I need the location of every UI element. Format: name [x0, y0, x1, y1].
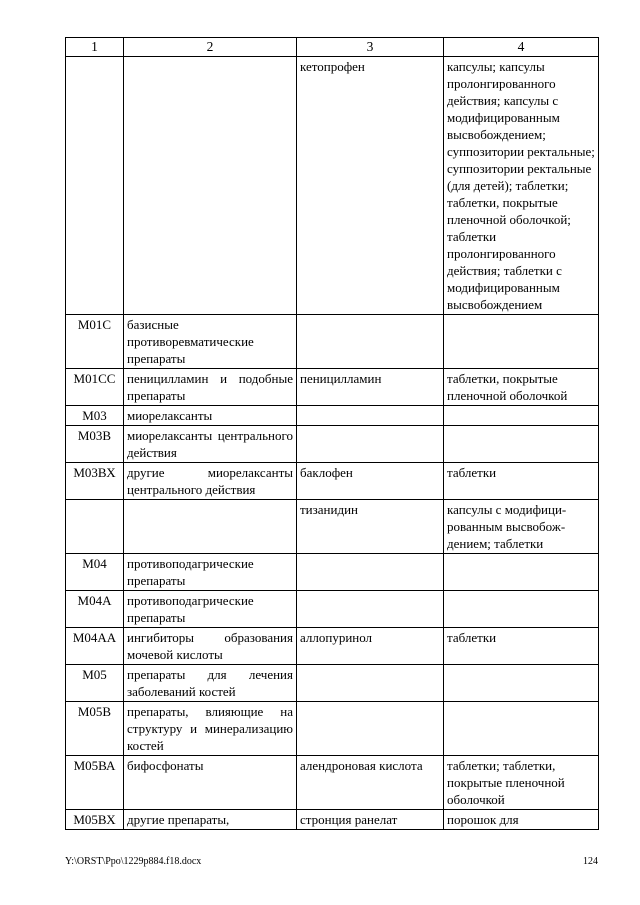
drug-table — [65, 37, 599, 830]
substance-name: стронция ранелат — [297, 810, 444, 830]
table-row — [66, 315, 599, 369]
header-col-1: 1 — [66, 38, 124, 57]
group-name: бифосфонаты — [124, 756, 297, 810]
table-row — [66, 756, 599, 810]
group-name: препараты для лечения заболеваний костей — [124, 665, 297, 702]
dosage-form — [444, 406, 599, 426]
header-col-4: 4 — [444, 38, 599, 57]
atc-code: М03ВХ — [66, 463, 124, 500]
atc-code: М04АА — [66, 628, 124, 665]
group-name: противоподагрические препараты — [124, 554, 297, 591]
substance-name — [297, 554, 444, 591]
atc-code: М05 — [66, 665, 124, 702]
table-row — [66, 554, 599, 591]
table-row — [66, 500, 599, 554]
atc-code: М05В — [66, 702, 124, 756]
atc-code: М05ВХ — [66, 810, 124, 830]
table-row — [66, 702, 599, 756]
dosage-form: порошок для — [444, 810, 599, 830]
table-row — [66, 591, 599, 628]
substance-name: аллопуринол — [297, 628, 444, 665]
substance-name: баклофен — [297, 463, 444, 500]
substance-name — [297, 591, 444, 628]
substance-name: алендроновая кислота — [297, 756, 444, 810]
dosage-form — [444, 426, 599, 463]
dosage-form: таблетки; таблетки, покрытые пленочной оболочкой — [444, 756, 599, 810]
table-row — [66, 463, 599, 500]
group-name: другие миорелаксанты центрального действия — [124, 463, 297, 500]
file-path: Y:\ORST\Ppo\1229p884.f18.docx — [65, 856, 202, 867]
group-name: противоподагрические препараты — [124, 591, 297, 628]
atc-code: М04 — [66, 554, 124, 591]
group-name: другие препараты, — [124, 810, 297, 830]
atc-code: М01СС — [66, 369, 124, 406]
substance-name — [297, 665, 444, 702]
substance-name — [297, 315, 444, 369]
group-name: базисные противоревматические препараты — [124, 315, 297, 369]
substance-name — [297, 702, 444, 756]
atc-code: М03В — [66, 426, 124, 463]
table-row — [66, 406, 599, 426]
atc-code — [66, 57, 124, 315]
group-name: миорелаксанты центрального действия — [124, 426, 297, 463]
substance-name: пеницилламин — [297, 369, 444, 406]
atc-code: М04А — [66, 591, 124, 628]
substance-name — [297, 406, 444, 426]
dosage-form: капсулы; капсулы пролонгированного действия; капсулы с модифицированным высвобождением; суппозитории ректальные; суппозитории ректальные (для детей); таблетки; таблетки, покрытые пленочной оболочкой; таблетки пролонгированного действия; таблетки с модифицированным высвобождением — [444, 57, 599, 315]
table-row — [66, 426, 599, 463]
group-name — [124, 57, 297, 315]
atc-code — [66, 500, 124, 554]
table-row — [66, 57, 599, 315]
dosage-form: таблетки — [444, 463, 599, 500]
atc-code: М03 — [66, 406, 124, 426]
dosage-form: таблетки — [444, 628, 599, 665]
dosage-form — [444, 554, 599, 591]
table-header-row — [66, 38, 599, 57]
table-row — [66, 369, 599, 406]
document-page — [65, 37, 598, 830]
table-row — [66, 665, 599, 702]
group-name — [124, 500, 297, 554]
header-col-3: 3 — [297, 38, 444, 57]
dosage-form — [444, 315, 599, 369]
substance-name: тизанидин — [297, 500, 444, 554]
group-name: пеницилламин и подобные препараты — [124, 369, 297, 406]
dosage-form — [444, 702, 599, 756]
dosage-form — [444, 591, 599, 628]
group-name: препараты, влияющие на структуру и минерализацию костей — [124, 702, 297, 756]
table-row — [66, 810, 599, 830]
dosage-form: капсулы с модифици-рованным высвобож-дением; таблетки — [444, 500, 599, 554]
group-name: ингибиторы образования мочевой кислоты — [124, 628, 297, 665]
table-row — [66, 628, 599, 665]
group-name: миорелаксанты — [124, 406, 297, 426]
substance-name — [297, 426, 444, 463]
atc-code: М05ВА — [66, 756, 124, 810]
dosage-form: таблетки, покрытые пленочной оболочкой — [444, 369, 599, 406]
header-col-2: 2 — [124, 38, 297, 57]
atc-code: М01С — [66, 315, 124, 369]
page-number: 124 — [583, 856, 598, 867]
substance-name: кетопрофен — [297, 57, 444, 315]
dosage-form — [444, 665, 599, 702]
